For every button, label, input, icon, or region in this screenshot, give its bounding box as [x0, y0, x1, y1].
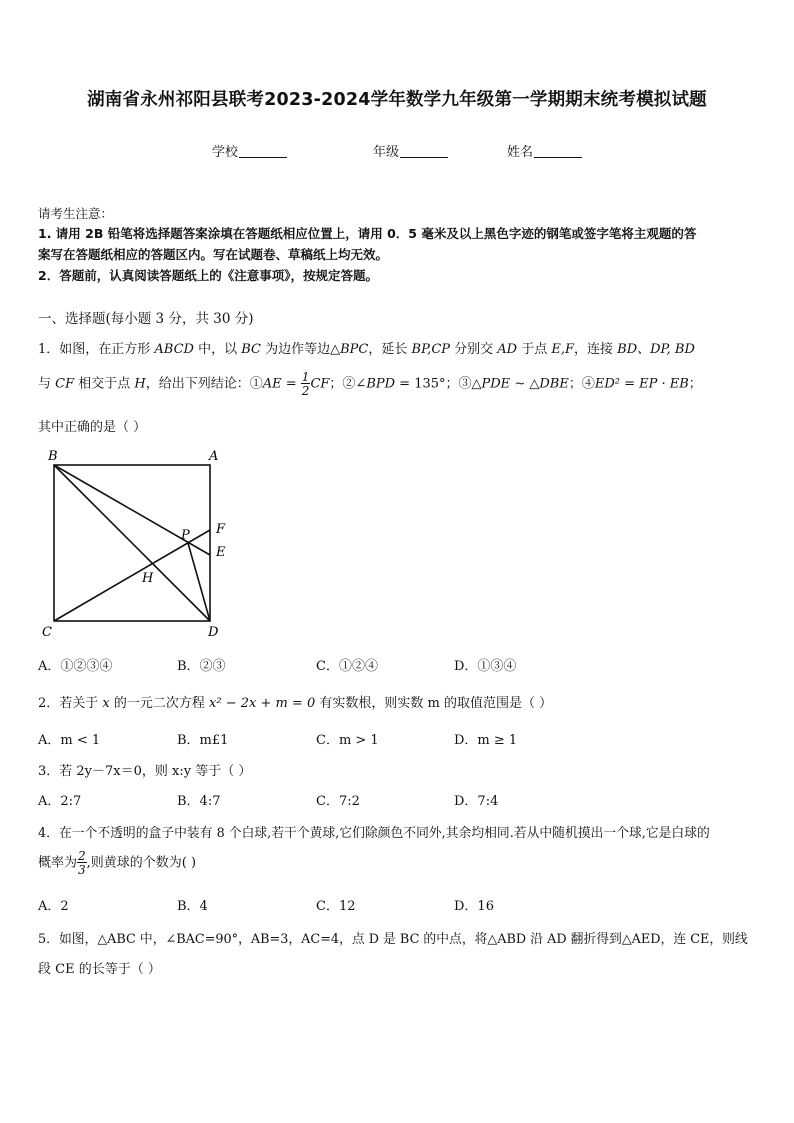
notice-heading: 请考生注意： — [38, 206, 114, 221]
q2-option-c[interactable]: C．m > 1 — [316, 733, 379, 748]
q1-option-d[interactable]: D．①③④ — [454, 659, 517, 674]
name-blank[interactable] — [534, 145, 582, 158]
school-label: 学校 — [212, 145, 239, 160]
q3-option-d[interactable]: D．7:4 — [454, 794, 499, 809]
q4-option-d[interactable]: D．16 — [454, 899, 494, 914]
label-b: B — [48, 449, 58, 464]
grade-blank[interactable] — [400, 145, 448, 158]
label-d: D — [208, 625, 219, 640]
label-e: E — [216, 545, 226, 560]
q2-option-d[interactable]: D．m ≥ 1 — [454, 733, 518, 748]
section-heading: 一、选择题(每小题 3 分，共 30 分) — [38, 311, 254, 327]
q3-option-a[interactable]: A．2:7 — [38, 794, 82, 809]
q1-option-c[interactable]: C．①②④ — [316, 659, 378, 674]
grade-label: 年级 — [373, 145, 400, 160]
q1-line-2: 与 CF 相交于点 H，给出下列结论：①AE = $\frac{1}{2}$ CF；②∠BPD = 135°；③△PDE ∼ △DBE；④ED² = EP · EB； — [38, 370, 702, 398]
q3-text: 3．若 2y－7x＝0，则 x:y 等于（ ） — [38, 764, 252, 779]
school-blank[interactable] — [239, 145, 287, 158]
q4-line-1: 4．在一个不透明的盒子中装有 8 个白球,若干个黄球,它们除颜色不同外,其余均相同.若从中随机摸出一个球,它是白球的 — [38, 826, 710, 841]
q3-option-b[interactable]: B．4:7 — [177, 794, 221, 809]
q1-figure — [30, 442, 240, 642]
q2-option-b[interactable]: B．m£1 — [177, 733, 229, 748]
grade-field[interactable] — [373, 141, 448, 160]
q2-option-a[interactable]: A．m < 1 — [38, 733, 101, 748]
q3-option-c[interactable]: C．7:2 — [316, 794, 360, 809]
school-field[interactable] — [212, 141, 287, 160]
notice-item-1-line-1: 1. 请用 2B 铅笔将选择题答案涂填在答题纸相应位置上，请用 0．5 毫米及以上黑色字迹的钢笔或签字笔将主观题的答 — [38, 226, 697, 241]
q4-option-c[interactable]: C．12 — [316, 899, 356, 914]
q4-option-a[interactable]: A．2 — [38, 899, 69, 914]
notice-item-2: 2．答题前，认真阅读答题纸上的《注意事项》，按规定答题。 — [38, 268, 378, 283]
name-field[interactable] — [507, 141, 582, 160]
q1-option-b[interactable]: B．②③ — [177, 659, 226, 674]
q4-option-b[interactable]: B．4 — [177, 899, 208, 914]
q4-fraction: $\frac{2}{3}$ — [78, 849, 86, 877]
q1-fraction: $\frac{1}{2}$ — [301, 370, 310, 398]
page-title: 湖南省永州祁阳县联考2023-2024学年数学九年级第一学期期末统考模拟试题 — [87, 90, 707, 110]
q1-line-1: 1．如图，在正方形 ABCD 中，以 BC 为边作等边△BPC，延长 BP,CP 分别交 AD 于点 E,F，连接 BD、DP, BD — [38, 342, 695, 357]
label-a: A — [209, 449, 219, 464]
notice-item-1-line-2: 案写在答题纸相应的答题区内。写在试题卷、草稿纸上均无效。 — [38, 247, 389, 262]
q1-option-a[interactable]: A．①②③④ — [38, 659, 113, 674]
label-f: F — [216, 522, 226, 537]
q5-line-2: 段 CE 的长等于（ ） — [38, 962, 161, 977]
label-h: H — [142, 571, 154, 586]
q1-line-3: 其中正确的是（ ） — [38, 420, 147, 435]
label-c: C — [42, 625, 52, 640]
q4-line-2: 概率为 $\frac{2}{3}$ ,则黄球的个数为( ) — [38, 849, 197, 877]
q5-line-1: 5．如图，△ABC 中，∠BAC=90°，AB=3，AC=4，点 D 是 BC 的中点，将△ABD 沿 AD 翻折得到△AED，连 CE，则线 — [38, 932, 748, 947]
q2-text: 2．若关于 x 的一元二次方程 x² − 2x + m = 0 有实数根，则实数 m 的取值范围是（ ） — [38, 696, 553, 711]
name-label: 姓名 — [507, 145, 534, 160]
label-p: P — [181, 528, 190, 543]
